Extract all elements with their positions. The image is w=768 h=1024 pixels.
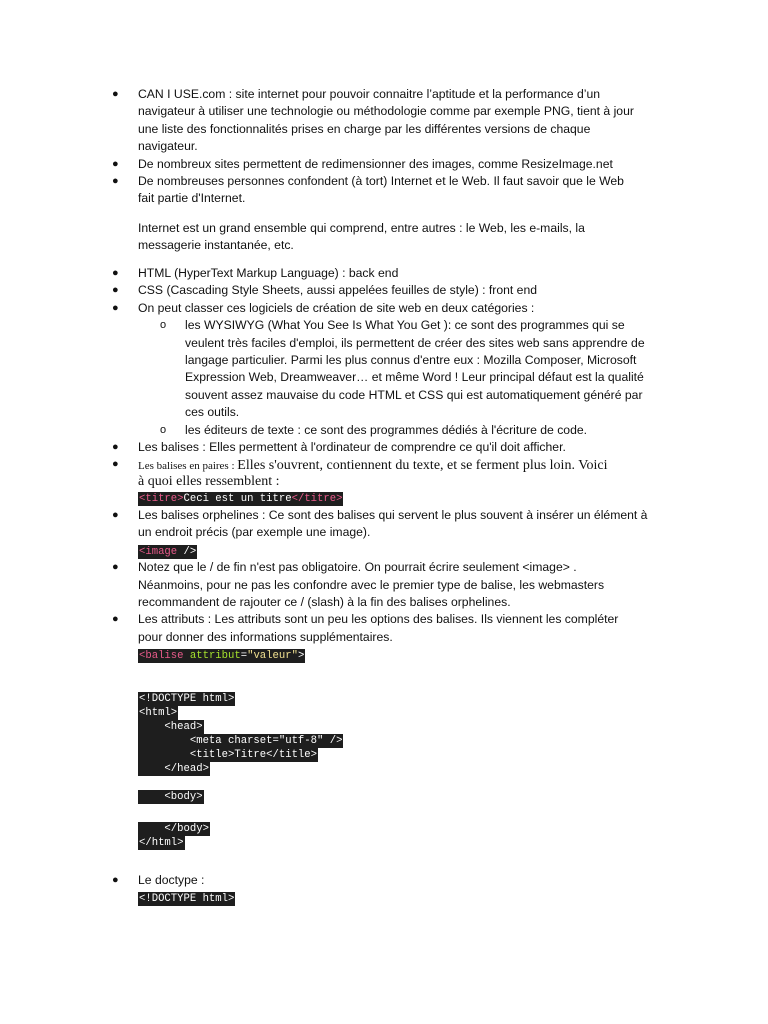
paires-small-label: Les balises en paires : [138,460,238,473]
paragraph-line-1: Internet est un grand ensemble qui comprend, entre autres : le Web, les e-mails, la [138,221,585,235]
bullet-icon: ● [112,874,119,886]
list-item-balises-paires [109,456,689,506]
editeurs-line: les éditeurs de texte : ce sont des programmes dédiés à l'écriture de code. [185,422,588,437]
bullet-icon: ● [112,458,119,471]
orphelines-line-2: un endroit précis (par exemple une image). [138,525,371,540]
wysiwyg-line-1: les WYSIWYG (What You See Is What You Get ): ce sont des programmes qui se [185,318,625,333]
bullet-list-doctype [109,872,689,907]
code-line [138,832,343,849]
list-item-orphelines [109,507,689,559]
bullet-icon: ● [112,508,119,521]
code-title: <title>Titre</title> [139,749,318,761]
categories-line: On peut classer ces logiciels de création de site web en deux catégories : [138,300,535,315]
code-token: < [139,493,146,506]
code-line [138,744,343,761]
internet-paragraph [138,220,688,255]
notez-line-2: Néanmoins, pour ne pas les confondre avec le premier type de balise, les webmasters [138,577,605,592]
paires-code-line [138,489,689,506]
code-meta: <meta charset="utf-8" /> [139,735,343,747]
code-content: Ceci est un titre [183,493,292,506]
doctype-label: Le doctype : [138,873,205,887]
code-head-open: <head> [139,721,203,733]
notez-line-1: Notez que le / de fin n'est pas obligatoire. On pourrait écrire seulement <image> . [138,560,577,575]
list-item-caniuse [109,86,689,156]
orphelines-code-line [138,542,689,559]
paires-line-1-text: Elles s'ouvrent, contiennent du texte, et se ferment plus loin. Voici [237,458,608,474]
wysiwyg-line-6: ces outils. [185,405,240,420]
list-item-attributs [109,611,689,663]
caniuse-line-1: CAN I USE.com : site internet pour pouvoir connaitre l’aptitude et la performance d’un [138,87,601,101]
code-token: /> [177,545,197,558]
list-item-categories [109,300,689,439]
code-tag-name: titre [145,493,178,506]
code-token: < [139,650,146,663]
orphelines-code-snippet [138,545,197,559]
list-item-notez [109,559,689,611]
code-line [138,818,343,835]
internet-web-line-1: De nombreuses personnes confondent (à tort) Internet et le Web. Il faut savoir que le Web [138,174,624,189]
doctype-code-snippet: <!DOCTYPE html> [139,893,235,906]
paragraph-line-2: messagerie instantanée, etc. [138,238,294,253]
paires-line-1 [138,458,689,474]
doctype-code-line [138,889,689,906]
html-line: HTML (HyperText Markup Language) : back end [138,266,399,280]
caniuse-line-4: navigateur. [138,139,198,154]
circle-bullet-icon: o [160,319,167,332]
attributs-line-2: pour donner des informations supplémentaires. [138,629,393,644]
bullet-icon: ● [112,157,119,170]
list-item-doctype [109,872,689,907]
list-item-resize [109,156,689,173]
internet-web-line-2: fait partie d'Internet. [138,191,246,206]
list-item-internet-web [109,173,689,208]
css-line: CSS (Cascading Style Sheets, aussi appelées feuilles de style) : front end [138,283,538,298]
attributs-code-line [138,646,689,663]
code-token: > [177,493,184,506]
attributs-line-1: Les attributs : Les attributs sont un peu les options des balises. Ils viennent les compléter [138,612,619,627]
bullet-list-main [109,265,689,664]
code-html-close: </html> [139,837,184,849]
sublist-item-editeurs [138,422,689,439]
circle-bullet-icon: o [160,423,167,436]
bullet-icon: ● [112,88,119,100]
bullet-icon: ● [112,301,119,314]
code-attr-value: "valeur" [247,650,298,663]
html-code-block [138,688,343,849]
code-line [138,716,343,733]
caniuse-line-3: une liste des fonctionnalités prises en charge par les différentes versions de chaque [138,121,591,136]
code-token: < [139,545,146,558]
code-token: = [240,650,248,663]
code-attr-name: attribut [189,650,241,663]
paires-code-snippet [138,492,343,506]
list-item-html [109,265,689,282]
paires-line-2: à quoi elles ressemblent : [138,474,280,490]
resize-line: De nombreux sites permettent de redimensionner des images, comme ResizeImage.net [138,156,613,171]
bullet-icon: ● [112,561,119,574]
code-token: > [336,493,343,506]
code-body-close: </body> [139,823,209,835]
caniuse-line-2: navigateur à utiliser une technologie ou méthodologie comme par exemple PNG, tient à jour [138,104,634,119]
bullet-icon: ● [112,175,119,188]
bullet-icon: ● [112,284,119,297]
bullet-icon: ● [112,267,119,279]
code-line [138,688,343,705]
code-body-open: <body> [139,791,203,803]
code-line [138,730,343,747]
orphelines-line-1: Les balises orphelines : Ce sont des balises qui servent le plus souvent à insérer un élément à [138,507,648,522]
code-token: > [297,650,305,663]
code-html-open: <html> [139,707,178,719]
list-item-css [109,282,689,299]
code-tag-name: image [145,545,178,558]
code-tag-name: balise [145,650,184,663]
bullet-icon: ● [112,441,119,454]
balises-line: Les balises : Elles permettent à l'ordinateur de comprendre ce qu'il doit afficher. [138,440,566,455]
sublist-categories [138,317,689,439]
bullet-icon: ● [112,613,119,626]
code-tag-name: titre [304,493,337,506]
sublist-item-wysiwyg [138,317,689,421]
bullet-list-intro [109,86,689,208]
code-head-close: </head> [139,763,209,775]
code-line [138,702,343,719]
wysiwyg-line-5: souvent assez mauvaise du code HTML et CSS qui est automatiquement généré par [185,387,643,402]
wysiwyg-line-4: Expression Web, Dreamweaver… et même Word ! Leur principal défaut est la qualité [185,370,644,385]
code-doctype: <!DOCTYPE html> [139,693,235,705]
code-token: </ [291,493,305,506]
attributs-code-snippet [138,649,305,663]
wysiwyg-line-3: langage particulier. Parmi les plus connus d'entre eux : Mozilla Composer, Microsoft [185,353,637,368]
paires-text [138,456,689,489]
wysiwyg-line-2: veulent très faciles d'emploi, ils permettent de créer des sites web sans apprendre de [185,335,645,350]
list-item-balises [109,439,689,456]
notez-line-3: recommandent de rajouter ce / (slash) à la fin des balises orphelines. [138,594,511,609]
code-line [138,786,343,803]
